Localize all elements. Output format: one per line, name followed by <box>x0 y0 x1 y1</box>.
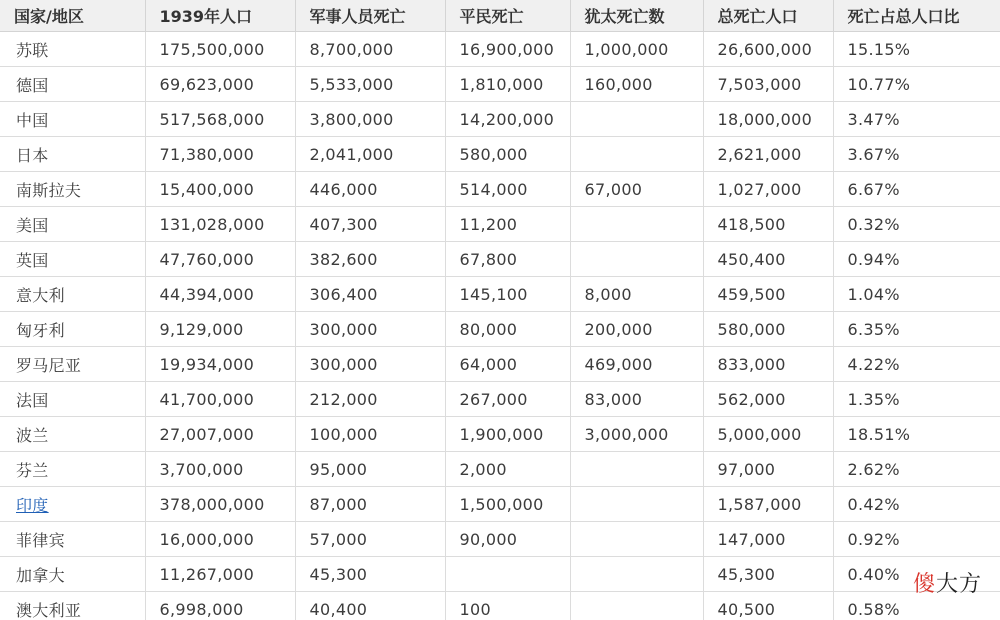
cell-death-ratio: 2.62% <box>833 452 1000 487</box>
cell-civilian-deaths: 90,000 <box>445 522 570 557</box>
table-row <box>0 32 1000 67</box>
cell-death-ratio: 1.35% <box>833 382 1000 417</box>
cell-jewish-deaths <box>570 522 703 557</box>
cell-population-1939: 27,007,000 <box>145 417 295 452</box>
cell-jewish-deaths <box>570 207 703 242</box>
table-row <box>0 522 1000 557</box>
cell-civilian-deaths: 1,500,000 <box>445 487 570 522</box>
cell-military-deaths: 306,400 <box>295 277 445 312</box>
watermark-logo: 傻大方 <box>912 572 982 597</box>
cell-jewish-deaths <box>570 102 703 137</box>
cell-military-deaths: 300,000 <box>295 347 445 382</box>
header-military-deaths: 军事人员死亡 <box>295 0 445 32</box>
cell-country: 芬兰 <box>0 452 145 487</box>
cell-jewish-deaths: 160,000 <box>570 67 703 102</box>
cell-jewish-deaths <box>570 487 703 522</box>
table-row <box>0 452 1000 487</box>
cell-jewish-deaths: 67,000 <box>570 172 703 207</box>
cell-civilian-deaths: 80,000 <box>445 312 570 347</box>
cell-civilian-deaths: 267,000 <box>445 382 570 417</box>
cell-military-deaths: 3,800,000 <box>295 102 445 137</box>
cell-death-ratio: 0.42% <box>833 487 1000 522</box>
cell-jewish-deaths <box>570 452 703 487</box>
table-row <box>0 242 1000 277</box>
cell-civilian-deaths: 11,200 <box>445 207 570 242</box>
cell-military-deaths: 382,600 <box>295 242 445 277</box>
cell-total-deaths: 450,400 <box>703 242 833 277</box>
cell-jewish-deaths <box>570 592 703 620</box>
table-row <box>0 487 1000 522</box>
cell-country: 加拿大 <box>0 557 145 592</box>
cell-country: 法国 <box>0 382 145 417</box>
cell-population-1939: 175,500,000 <box>145 32 295 67</box>
cell-civilian-deaths: 2,000 <box>445 452 570 487</box>
cell-death-ratio: 4.22% <box>833 347 1000 382</box>
cell-death-ratio: 18.51% <box>833 417 1000 452</box>
cell-population-1939: 71,380,000 <box>145 137 295 172</box>
cell-death-ratio: 3.47% <box>833 102 1000 137</box>
cell-death-ratio: 6.67% <box>833 172 1000 207</box>
cell-country: 匈牙利 <box>0 312 145 347</box>
table-header-row <box>0 0 1000 32</box>
table-row <box>0 102 1000 137</box>
cell-population-1939: 47,760,000 <box>145 242 295 277</box>
cell-death-ratio: 0.32% <box>833 207 1000 242</box>
cell-jewish-deaths: 83,000 <box>570 382 703 417</box>
table-row <box>0 557 1000 592</box>
cell-death-ratio: 15.15% <box>833 32 1000 67</box>
cell-total-deaths: 45,300 <box>703 557 833 592</box>
cell-population-1939: 41,700,000 <box>145 382 295 417</box>
cell-country: 中国 <box>0 102 145 137</box>
header-death-ratio: 死亡占总人口比 <box>833 0 1000 32</box>
cell-population-1939: 131,028,000 <box>145 207 295 242</box>
cell-military-deaths: 40,400 <box>295 592 445 620</box>
cell-jewish-deaths <box>570 242 703 277</box>
header-total-deaths: 总死亡人口 <box>703 0 833 32</box>
cell-civilian-deaths: 67,800 <box>445 242 570 277</box>
cell-jewish-deaths: 469,000 <box>570 347 703 382</box>
cell-population-1939: 6,998,000 <box>145 592 295 620</box>
cell-total-deaths: 26,600,000 <box>703 32 833 67</box>
header-country: 国家/地区 <box>0 0 145 32</box>
cell-death-ratio: 6.35% <box>833 312 1000 347</box>
table-row <box>0 382 1000 417</box>
cell-military-deaths: 5,533,000 <box>295 67 445 102</box>
cell-jewish-deaths <box>570 557 703 592</box>
table-row <box>0 592 1000 620</box>
cell-total-deaths: 1,587,000 <box>703 487 833 522</box>
cell-total-deaths: 40,500 <box>703 592 833 620</box>
table-row <box>0 137 1000 172</box>
cell-population-1939: 69,623,000 <box>145 67 295 102</box>
table-row <box>0 277 1000 312</box>
cell-civilian-deaths: 1,810,000 <box>445 67 570 102</box>
cell-country: 澳大利亚 <box>0 592 145 620</box>
cell-total-deaths: 833,000 <box>703 347 833 382</box>
cell-civilian-deaths: 16,900,000 <box>445 32 570 67</box>
cell-population-1939: 11,267,000 <box>145 557 295 592</box>
cell-country: 波兰 <box>0 417 145 452</box>
cell-total-deaths: 418,500 <box>703 207 833 242</box>
table-row <box>0 172 1000 207</box>
header-jewish-deaths: 犹太死亡数 <box>570 0 703 32</box>
cell-jewish-deaths: 8,000 <box>570 277 703 312</box>
cell-total-deaths: 580,000 <box>703 312 833 347</box>
cell-population-1939: 44,394,000 <box>145 277 295 312</box>
cell-population-1939: 517,568,000 <box>145 102 295 137</box>
cell-civilian-deaths: 14,200,000 <box>445 102 570 137</box>
cell-jewish-deaths <box>570 137 703 172</box>
cell-population-1939: 9,129,000 <box>145 312 295 347</box>
cell-military-deaths: 446,000 <box>295 172 445 207</box>
cell-jewish-deaths: 3,000,000 <box>570 417 703 452</box>
cell-country: 意大利 <box>0 277 145 312</box>
cell-population-1939: 15,400,000 <box>145 172 295 207</box>
cell-military-deaths: 95,000 <box>295 452 445 487</box>
cell-population-1939: 378,000,000 <box>145 487 295 522</box>
cell-population-1939: 19,934,000 <box>145 347 295 382</box>
cell-country: 罗马尼亚 <box>0 347 145 382</box>
cell-civilian-deaths: 514,000 <box>445 172 570 207</box>
cell-civilian-deaths: 580,000 <box>445 137 570 172</box>
cell-death-ratio: 1.04% <box>833 277 1000 312</box>
cell-military-deaths: 2,041,000 <box>295 137 445 172</box>
table-row <box>0 347 1000 382</box>
cell-military-deaths: 87,000 <box>295 487 445 522</box>
cell-total-deaths: 5,000,000 <box>703 417 833 452</box>
table-row <box>0 312 1000 347</box>
cell-military-deaths: 300,000 <box>295 312 445 347</box>
cell-military-deaths: 57,000 <box>295 522 445 557</box>
cell-total-deaths: 18,000,000 <box>703 102 833 137</box>
cell-population-1939: 16,000,000 <box>145 522 295 557</box>
cell-country: 美国 <box>0 207 145 242</box>
cell-civilian-deaths: 145,100 <box>445 277 570 312</box>
cell-jewish-deaths: 200,000 <box>570 312 703 347</box>
cell-civilian-deaths: 64,000 <box>445 347 570 382</box>
cell-country: 英国 <box>0 242 145 277</box>
country-link[interactable]: 印度 <box>0 487 145 522</box>
header-population-1939: 1939年人口 <box>145 0 295 32</box>
table-row <box>0 67 1000 102</box>
cell-country: 日本 <box>0 137 145 172</box>
cell-total-deaths: 459,500 <box>703 277 833 312</box>
cell-country: 菲律宾 <box>0 522 145 557</box>
cell-population-1939: 3,700,000 <box>145 452 295 487</box>
cell-total-deaths: 97,000 <box>703 452 833 487</box>
cell-civilian-deaths <box>445 557 570 592</box>
header-civilian-deaths: 平民死亡 <box>445 0 570 32</box>
cell-military-deaths: 8,700,000 <box>295 32 445 67</box>
cell-total-deaths: 1,027,000 <box>703 172 833 207</box>
cell-total-deaths: 562,000 <box>703 382 833 417</box>
cell-death-ratio: 0.94% <box>833 242 1000 277</box>
cell-military-deaths: 45,300 <box>295 557 445 592</box>
cell-death-ratio: 0.92% <box>833 522 1000 557</box>
cell-total-deaths: 2,621,000 <box>703 137 833 172</box>
table-row <box>0 417 1000 452</box>
cell-death-ratio: 0.58% <box>833 592 1000 620</box>
cell-death-ratio: 0.40% <box>833 557 1000 592</box>
cell-military-deaths: 100,000 <box>295 417 445 452</box>
cell-death-ratio: 3.67% <box>833 137 1000 172</box>
cell-civilian-deaths: 100 <box>445 592 570 620</box>
cell-country: 苏联 <box>0 32 145 67</box>
cell-country: 南斯拉夫 <box>0 172 145 207</box>
cell-country: 德国 <box>0 67 145 102</box>
cell-total-deaths: 147,000 <box>703 522 833 557</box>
cell-military-deaths: 212,000 <box>295 382 445 417</box>
cell-military-deaths: 407,300 <box>295 207 445 242</box>
cell-civilian-deaths: 1,900,000 <box>445 417 570 452</box>
table-row <box>0 207 1000 242</box>
cell-jewish-deaths: 1,000,000 <box>570 32 703 67</box>
cell-death-ratio: 10.77% <box>833 67 1000 102</box>
cell-total-deaths: 7,503,000 <box>703 67 833 102</box>
